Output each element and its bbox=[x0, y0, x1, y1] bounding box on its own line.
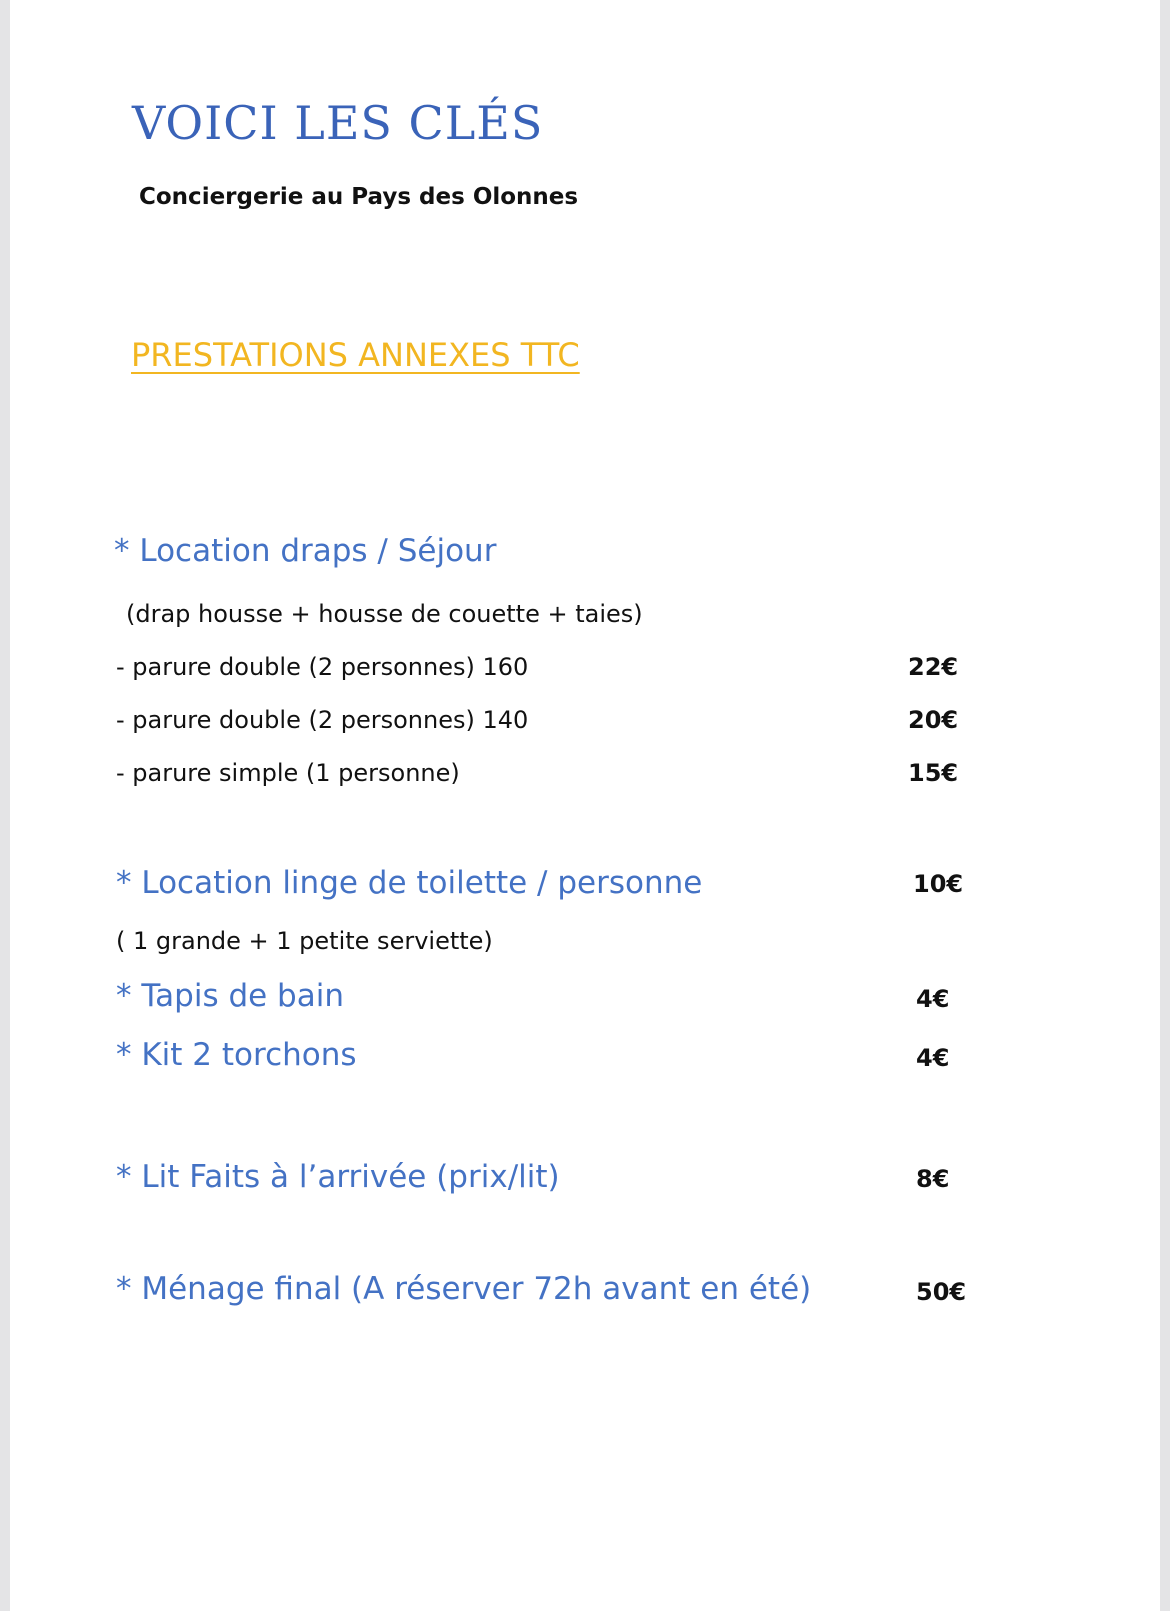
towels-title: * Location linge de toilette / personne bbox=[116, 865, 703, 901]
bed-made-price: 8€ bbox=[916, 1165, 950, 1193]
section-title: PRESTATIONS ANNEXES TTC bbox=[131, 336, 580, 374]
cleaning-title: * Ménage final (A réserver 72h avant en été) bbox=[116, 1271, 812, 1307]
document-page bbox=[10, 0, 1160, 1611]
sheets-item-price: 22€ bbox=[908, 653, 959, 681]
cleaning-price: 50€ bbox=[916, 1278, 967, 1306]
bed-made-title: * Lit Faits à l’arrivée (prix/lit) bbox=[116, 1159, 560, 1195]
sheets-note: (drap housse + housse de couette + taies) bbox=[126, 600, 643, 628]
sheets-item-label: - parure double (2 personnes) 160 bbox=[116, 653, 529, 681]
sheets-title: * Location draps / Séjour bbox=[114, 533, 497, 569]
bath-mat-price: 4€ bbox=[916, 985, 950, 1013]
towels-price: 10€ bbox=[913, 870, 964, 898]
bath-mat-title: * Tapis de bain bbox=[116, 978, 344, 1014]
sheets-item-label: - parure simple (1 personne) bbox=[116, 759, 460, 787]
brand-subtitle: Conciergerie au Pays des Olonnes bbox=[139, 184, 579, 210]
towels-note: ( 1 grande + 1 petite serviette) bbox=[116, 927, 493, 955]
tea-towels-price: 4€ bbox=[916, 1044, 950, 1072]
tea-towels-title: * Kit 2 torchons bbox=[116, 1037, 357, 1073]
brand-title: VOICI LES CLÉS bbox=[132, 96, 544, 150]
sheets-item-label: - parure double (2 personnes) 140 bbox=[116, 706, 529, 734]
sheets-item-price: 20€ bbox=[908, 706, 959, 734]
sheets-item-price: 15€ bbox=[908, 759, 959, 787]
